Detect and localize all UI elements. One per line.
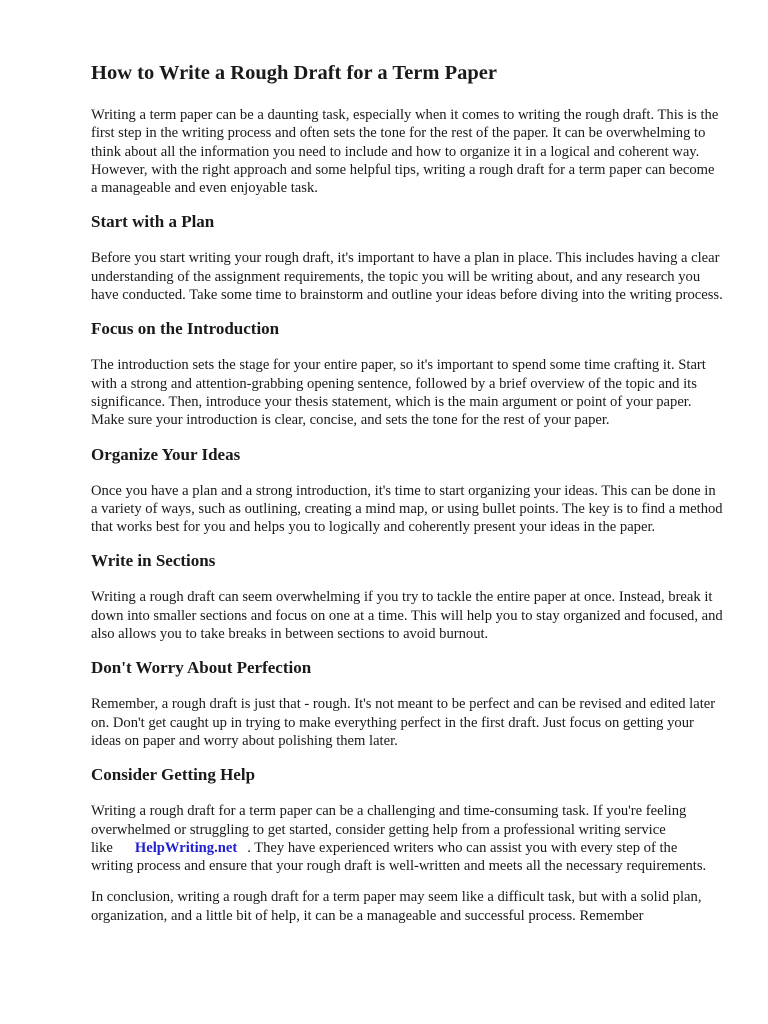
help-text-after: . They have experienced writers who can assist you with every step of the writing process and ensure that your rough draft is well-written and meets all the necessary requirements. [91, 839, 707, 875]
help-text-before: Writing a rough draft for a term paper can be a challenging and time-consuming task. If you're feeling overwhelmed or struggling to get started, consider getting help from a professional writing service like [91, 803, 687, 856]
document-page [91, 58, 723, 938]
conclusion-paragraph: In conclusion, writing a rough draft for a term paper may seem like a difficult task, but with a solid plan, organization, and a little bit of help, it can be a manageable and successful process. Remember [91, 889, 702, 924]
section-heading-perfection: Don't Worry About Perfection [91, 658, 312, 678]
section-heading-introduction: Focus on the Introduction [91, 319, 280, 339]
section-heading-help: Consider Getting Help [91, 765, 256, 785]
section-text-sections: Writing a rough draft can seem overwhelming if you try to tackle the entire paper at once. Instead, break it down into smaller sections and focus on one at a time. This will help you to stay organized and focused, and also allows you to take breaks in between sections to avoid burnout. [91, 589, 723, 643]
section-text-help [91, 802, 723, 875]
section-text-organize: Once you have a plan and a strong introduction, it's time to start organizing your ideas. This can be done in a variety of ways, such as outlining, creating a mind map, or using bullet points. The key is to find a method that works best for you and helps you to logically and coherently present your ideas in the paper. [91, 482, 723, 536]
section-heading-sections: Write in Sections [91, 551, 216, 571]
section-text-plan: Before you start writing your rough draft, it's important to have a plan in place. This includes having a clear understanding of the assignment requirements, the topic you will be writing about, and any research you have conducted. Take some time to brainstorm and outline your ideas before diving into the writing process. [91, 250, 723, 304]
section-heading-organize: Organize Your Ideas [91, 444, 241, 464]
page-title: How to Write a Rough Draft for a Term Paper [91, 62, 497, 84]
section-text-perfection: Remember, a rough draft is just that - rough. It's not meant to be perfect and can be revised and edited later on. Don't get caught up in trying to make everything perfect in the first draft. Just focus on getting your ideas on paper and worry about polishing them later. [91, 696, 716, 749]
intro-paragraph: Writing a term paper can be a daunting task, especially when it comes to writing the rough draft. This is the first step in the writing process and often sets the tone for the rest of the paper. It can be overwhelming to think about all the information you need to include and how to organize it in a logical and coherent way. However, with the right approach and some helpful tips, writing a rough draft for a term paper can become a manageable and even enjoyable task. [91, 107, 719, 197]
section-heading-plan: Start with a Plan [91, 212, 215, 232]
section-text-introduction: The introduction sets the stage for your entire paper, so it's important to spend some time crafting it. Start with a strong and attention-grabbing opening sentence, followed by a brief overview of the topic and its significance. Then, introduce your thesis statement, which is the main argument or point of your paper. Make sure your introduction is clear, concise, and sets the tone for the rest of your paper. [91, 357, 706, 429]
helpwriting-link[interactable]: HelpWriting.net [134, 839, 238, 856]
